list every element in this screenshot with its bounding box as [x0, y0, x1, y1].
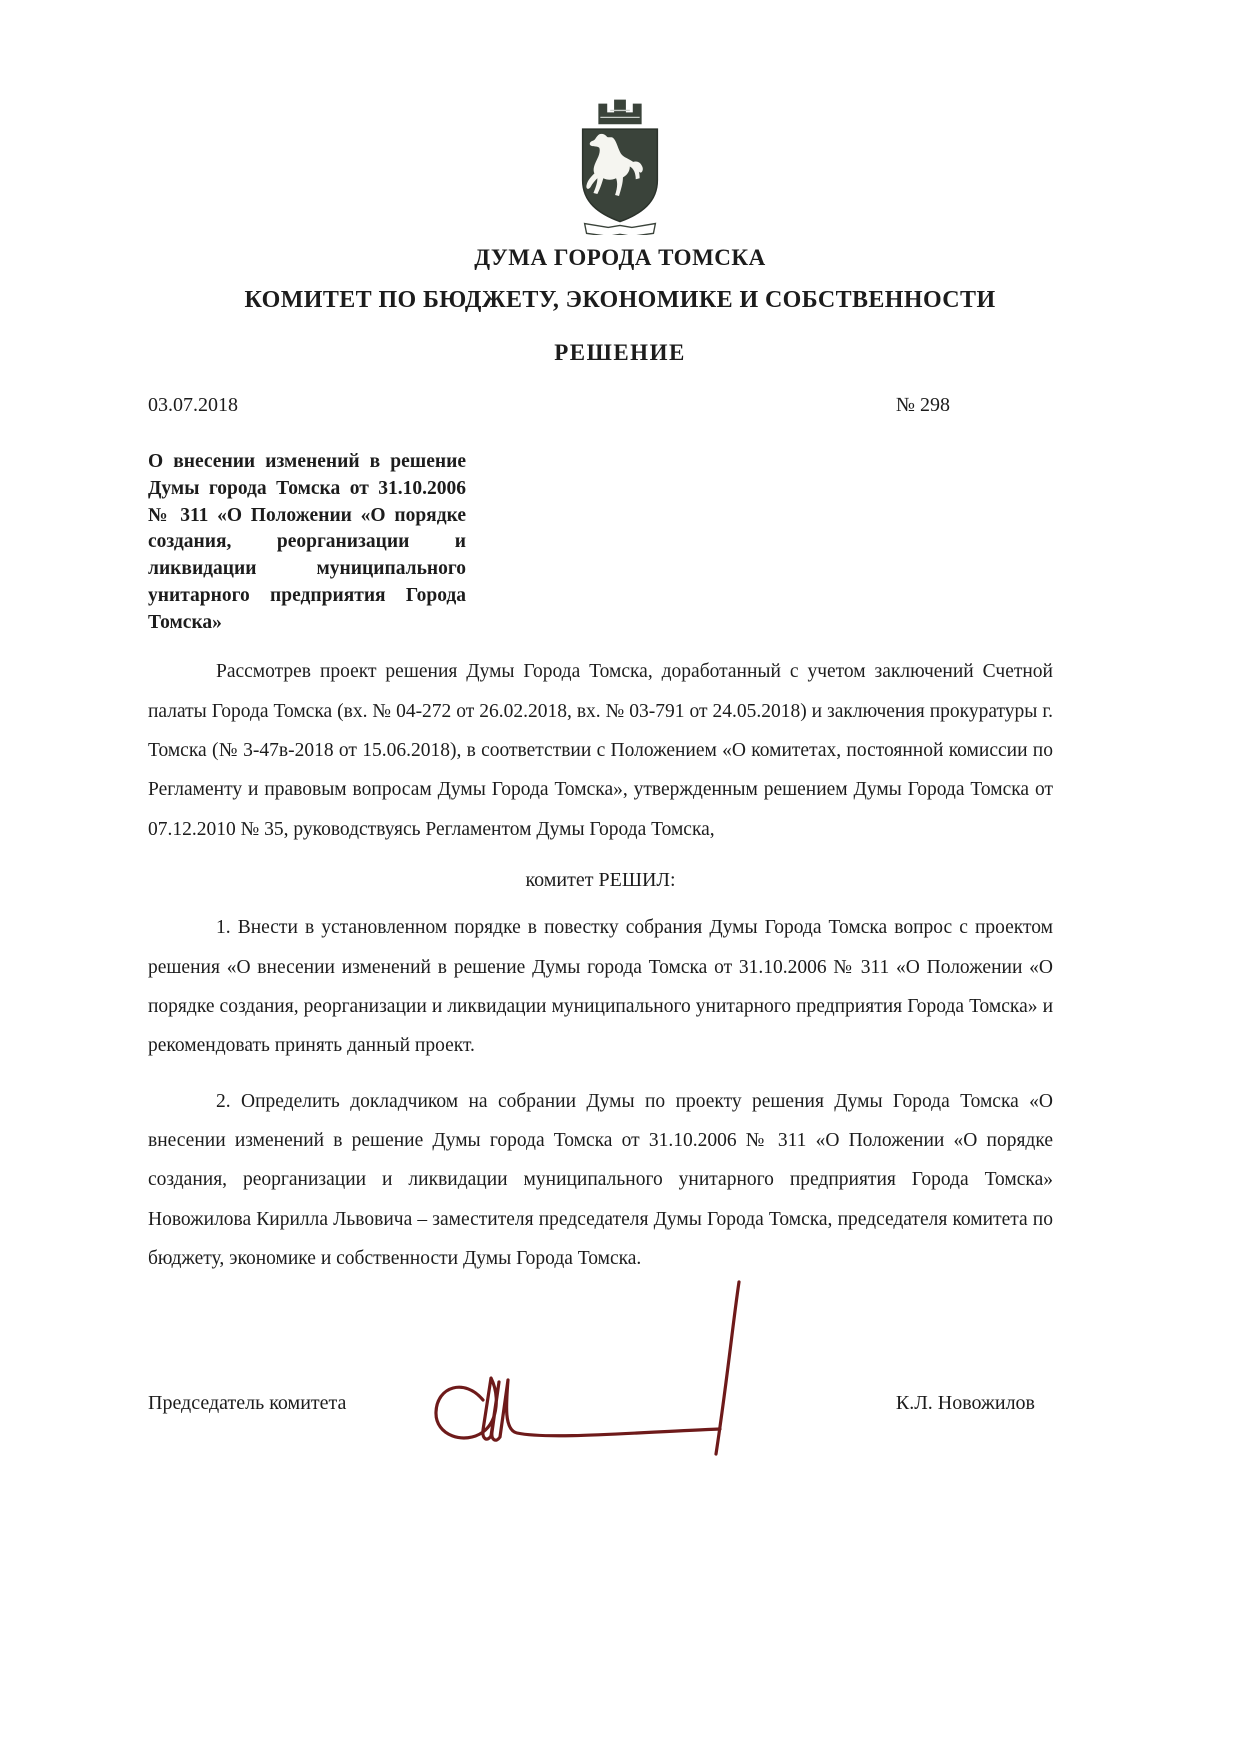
signer-title: Председатель комитета	[148, 1392, 347, 1414]
tomsk-coat-of-arms-icon	[561, 78, 679, 235]
meta-row	[148, 394, 950, 417]
signature-row	[148, 1392, 1035, 1415]
handwritten-signature	[425, 1272, 805, 1467]
document-type-title: РЕШЕНИЕ	[554, 340, 686, 366]
crown-icon	[598, 100, 641, 125]
resolution-item-2: 2. Определить докладчиком на собрании Думы по проекту решения Думы Города Томска «О внесении изменений в решение Думы города Томска от 31.10.2006 № 311 «О Положении «О порядке создания, реорганизации и ликвидации муниципального унитарного предприятия Города Томска» Новожилова Кирилла Львовича – заместителя председателя Думы Города Томска, председателя комитета по бюджету, экономике и собственности Думы Города Томска.	[148, 1090, 1053, 1270]
resolution-item-1: 1. Внести в установленном порядке в повестку собрания Думы Города Томска вопрос с проектом решения «О внесении изменений в решение Думы города Томска от 31.10.2006 № 311 «О Положении «О порядке создания, реорганизации и ликвидации муниципального унитарного предприятия Города Томска» и рекомендовать принять данный проект.	[148, 917, 1053, 1057]
resolution-intro: комитет РЕШИЛ:	[525, 869, 676, 892]
org-title: ДУМА ГОРОДА ТОМСКА	[474, 245, 766, 271]
document-number: № 298	[895, 394, 950, 417]
committee-title: КОМИТЕТ ПО БЮДЖЕТУ, ЭКОНОМИКЕ И СОБСТВЕННОСТИ	[244, 287, 996, 314]
signer-name: К.Л. Новожилов	[895, 1392, 1035, 1414]
preamble-paragraph: Рассмотрев проект решения Думы Города Томска, доработанный с учетом заключений Счетной палаты Города Томска (вх. № 04-272 от 26.02.2018, вх. № 03-791 от 24.05.2018) и заключения прокуратуры г. Томска (№ 3-47в-2018 от 15.06.2018), в соответствии с Положением «О комитетах, постоянной комиссии по Регламенту и правовым вопросам Думы Города Томска», утвержденным решением Думы Города Томска от 07.12.2010 № 35, руководствуясь Регламентом Думы Города Томска,	[148, 661, 1053, 840]
document-subject: О внесении изменений в решение Думы города Томска от 31.10.2006 № 311 «О Положении «О порядке создания, реорганизации и ликвидации муниципального унитарного предприятия Города Томска»	[148, 451, 466, 633]
motto-ribbon	[585, 224, 656, 236]
document-date: 03.07.2018	[148, 394, 238, 417]
